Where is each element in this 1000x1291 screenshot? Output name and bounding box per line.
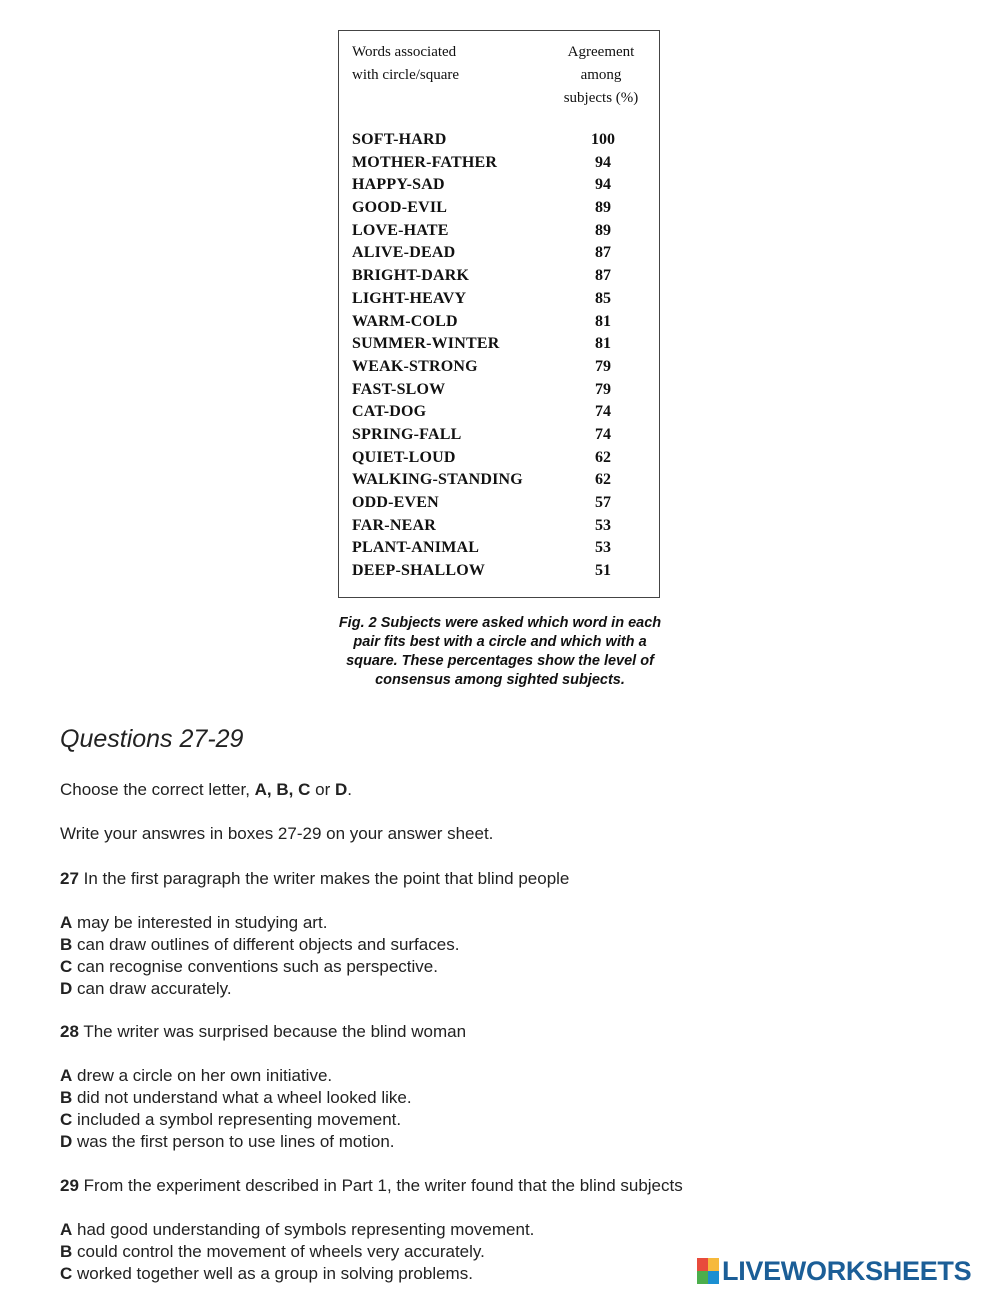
table-word-pair: SOFT-HARD: [352, 131, 447, 148]
table-row: [352, 539, 652, 562]
question-29-stem: 29 From the experiment described in Part 1, the writer found that the blind subjects: [60, 1176, 683, 1195]
table-row: [352, 494, 652, 517]
option-27-b[interactable]: B can draw outlines of different objects and surfaces.: [60, 935, 460, 954]
table-word-pair: HAPPY-SAD: [352, 176, 445, 194]
figure-table: [338, 30, 660, 598]
table-word-pair: MOTHER-FATHER: [352, 153, 498, 171]
option-27-d[interactable]: D can draw accurately.: [60, 979, 232, 998]
table-row: [352, 471, 652, 494]
table-agreement-value: 89: [595, 199, 611, 217]
question-28-options: [60, 1065, 412, 1153]
option-29-a[interactable]: A had good understanding of symbols representing movement.: [60, 1220, 535, 1239]
table-word-pair: SUMMER-WINTER: [352, 335, 500, 353]
table-agreement-value: 87: [595, 267, 611, 285]
table-row: [352, 381, 652, 404]
table-word-pair: FAR-NEAR: [352, 516, 436, 534]
liveworksheets-logo[interactable]: [697, 1255, 971, 1287]
table-row: [352, 222, 652, 245]
option-27-c[interactable]: C can recognise conventions such as perspective.: [60, 957, 438, 976]
instruction-choose: Choose the correct letter, A, B, C or D.: [60, 780, 352, 799]
table-agreement-value: 57: [595, 494, 611, 511]
table-row: [352, 244, 652, 267]
table-agreement-value: 89: [595, 221, 611, 239]
question-27-options: [60, 912, 459, 1000]
instruction-answer-boxes: Write your answres in boxes 27-29 on your answer sheet.: [60, 824, 494, 843]
table-word-pair: SPRING-FALL: [352, 425, 462, 443]
table-word-pair: DEEP-SHALLOW: [352, 562, 486, 580]
table-row: [352, 358, 652, 381]
table-row: [352, 449, 652, 472]
table-word-pair: ALIVE-DEAD: [352, 244, 456, 262]
table-header-agreement: Agreement among subjects (%): [563, 44, 639, 106]
table-word-pair: WARM-COLD: [352, 312, 458, 330]
table-word-pair: WEAK-STRONG: [352, 357, 478, 375]
logo-text: LIVEWORKSHEETS: [722, 1255, 972, 1286]
table-word-pair: PLANT-ANIMAL: [352, 539, 480, 557]
table-word-pair: GOOD-EVIL: [352, 199, 448, 217]
table-row: [352, 290, 652, 313]
option-28-d[interactable]: D was the first person to use lines of motion.: [60, 1132, 395, 1151]
table-agreement-value: 85: [595, 289, 611, 307]
table-header-words: Words associated with circle/square: [352, 44, 460, 83]
table-agreement-value: 94: [595, 153, 611, 171]
questions-heading: Questions 27-29: [60, 725, 244, 753]
table-agreement-value: 74: [595, 403, 611, 421]
table-agreement-value: 53: [595, 516, 611, 534]
table-word-pair: BRIGHT-DARK: [352, 267, 470, 285]
table-agreement-value: 62: [595, 471, 611, 489]
question-28-stem: 28 The writer was surprised because the blind woman: [60, 1022, 467, 1041]
table-row: [352, 267, 652, 290]
table-word-pair: CAT-DOG: [352, 403, 427, 421]
table-row: [352, 313, 652, 336]
table-row: [352, 154, 652, 177]
table-agreement-value: 51: [595, 562, 611, 580]
table-row: [352, 426, 652, 449]
option-28-b[interactable]: B did not understand what a wheel looked like.: [60, 1088, 412, 1107]
table-agreement-value: 100: [591, 131, 615, 148]
table-agreement-value: 81: [595, 312, 611, 330]
figure-caption: Fig. 2 Subjects were asked which word in each pair fits best with a circle and which with a square. These percentages show the level of consensus among sighted subjects.: [338, 615, 662, 688]
table-row: [352, 335, 652, 358]
table-word-pair: LIGHT-HEAVY: [352, 289, 467, 307]
table-agreement-value: 79: [595, 380, 611, 398]
table-row: [352, 517, 652, 540]
table-agreement-value: 74: [595, 425, 611, 443]
table-word-pair: LOVE-HATE: [352, 221, 449, 239]
table-agreement-value: 53: [595, 539, 611, 557]
table-word-pair: WALKING-STANDING: [352, 471, 523, 489]
table-row: [352, 131, 652, 154]
table-agreement-value: 79: [595, 357, 611, 375]
logo-blocks-icon: [697, 1258, 719, 1284]
table-agreement-value: 87: [595, 244, 611, 262]
table-rows: [352, 131, 652, 585]
option-29-b[interactable]: B could control the movement of wheels very accurately.: [60, 1242, 485, 1261]
option-28-c[interactable]: C included a symbol representing movement.: [60, 1110, 402, 1129]
table-agreement-value: 81: [595, 335, 611, 353]
table-row: [352, 176, 652, 199]
option-27-a[interactable]: A may be interested in studying art.: [60, 913, 328, 932]
table-word-pair: ODD-EVEN: [352, 494, 439, 511]
table-row: [352, 562, 652, 585]
option-28-a[interactable]: A drew a circle on her own initiative.: [60, 1066, 333, 1085]
question-29-options: [60, 1219, 534, 1285]
table-word-pair: QUIET-LOUD: [352, 448, 456, 466]
table-agreement-value: 94: [595, 176, 611, 194]
table-word-pair: FAST-SLOW: [352, 380, 446, 398]
option-29-c[interactable]: C worked together well as a group in solving problems.: [60, 1264, 473, 1283]
table-row: [352, 403, 652, 426]
question-27-stem: 27 In the first paragraph the writer makes the point that blind people: [60, 869, 570, 888]
table-row: [352, 199, 652, 222]
table-agreement-value: 62: [595, 448, 611, 466]
